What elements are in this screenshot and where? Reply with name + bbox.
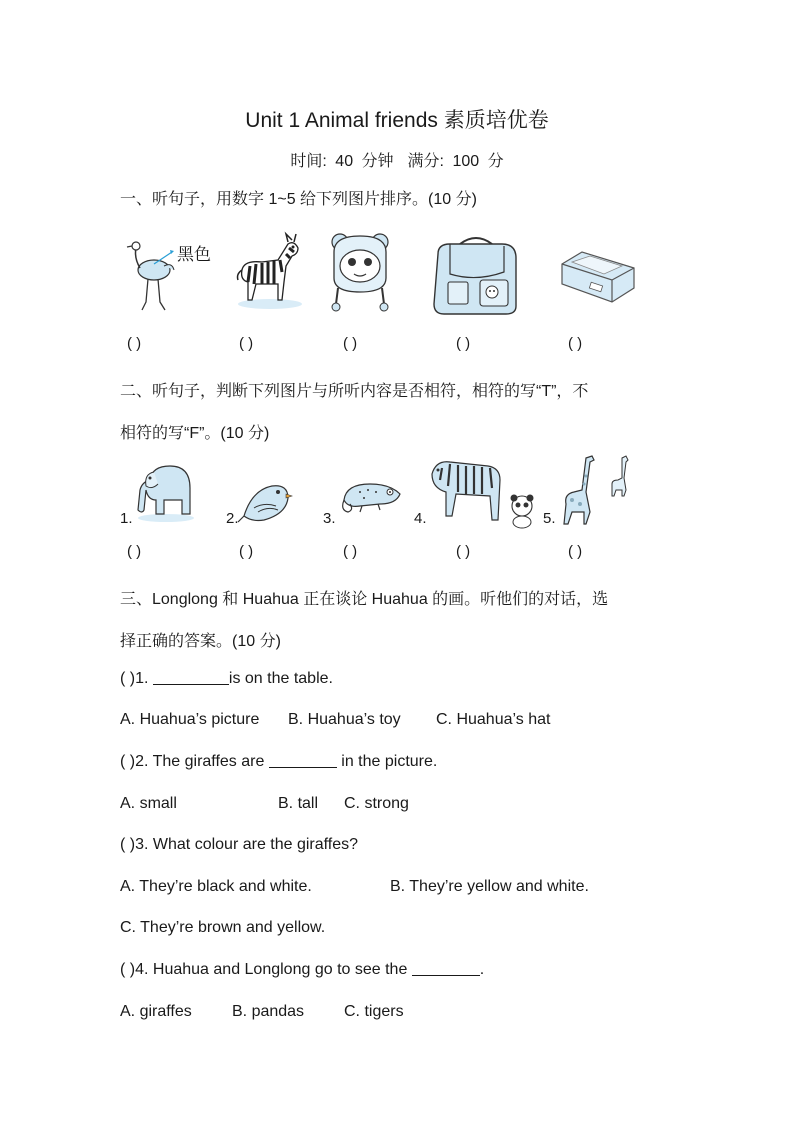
- answer-paren-4[interactable]: ( ): [120, 961, 136, 978]
- judge-blank-4[interactable]: ( ): [456, 543, 471, 560]
- bird-icon: [238, 476, 294, 526]
- q3-option-c[interactable]: C. They’re brown and yellow.: [120, 919, 326, 936]
- question-1: ( )1. is on the table.: [120, 670, 333, 687]
- q4-option-a[interactable]: A. giraffes: [120, 1003, 192, 1020]
- fill-blank-4[interactable]: [412, 961, 480, 976]
- section3-heading-line1: 三、Longlong 和 Huahua 正在谈论 Huahua 的画。听他们的对话，选: [120, 591, 609, 608]
- page-title: Unit 1 Animal friends 素质培优卷: [245, 109, 549, 132]
- question-4-options: [120, 1003, 404, 1021]
- answer-paren-1[interactable]: ( ): [120, 670, 136, 687]
- section2-heading-line2: 相符的写“F”。(10 分): [120, 425, 270, 442]
- answer-paren-2[interactable]: ( ): [120, 753, 136, 770]
- ostrich-icon: [124, 236, 184, 318]
- schoolbag-icon: [430, 234, 522, 316]
- q3-option-a[interactable]: A. They’re black and white.: [120, 878, 312, 895]
- answer-paren-3[interactable]: ( ): [120, 836, 136, 853]
- elephant-icon: [134, 460, 196, 524]
- toy-hat-icon: [328, 232, 392, 314]
- section3-heading-line2: 择正确的答案。(10 分): [120, 633, 281, 650]
- q1-option-c[interactable]: C. Huahua’s hat: [436, 711, 551, 728]
- item-number-5: 5.: [543, 510, 556, 527]
- q1-option-b[interactable]: B. Huahua’s toy: [288, 711, 401, 728]
- answer-blank-1[interactable]: ( ): [127, 335, 142, 352]
- question-3: ( )3. What colour are the giraffes?: [120, 836, 359, 853]
- q4-option-c[interactable]: C. tigers: [344, 1003, 404, 1020]
- q2-option-c[interactable]: C. strong: [344, 795, 409, 812]
- item-number-2: 2.: [226, 510, 239, 527]
- question-2: ( )2. The giraffes are in the picture.: [120, 753, 438, 770]
- fill-blank-1[interactable]: [153, 670, 229, 685]
- section1-heading: 一、听句子，用数字 1~5 给下列图片排序。(10 分): [120, 191, 477, 208]
- judge-blank-2[interactable]: ( ): [239, 543, 254, 560]
- zebra-icon: [232, 230, 304, 310]
- question-4: ( )4. Huahua and Longlong go to see the .: [120, 961, 485, 978]
- question-2-options: [120, 795, 409, 813]
- judge-blank-3[interactable]: ( ): [343, 543, 358, 560]
- q3-option-b[interactable]: B. They’re yellow and white.: [390, 878, 589, 895]
- q4-option-b[interactable]: B. pandas: [232, 1003, 305, 1020]
- q2-option-a[interactable]: A. small: [120, 795, 177, 812]
- item-number-1: 1.: [120, 510, 133, 527]
- time-limit: 时间: 40 分钟: [290, 153, 394, 170]
- item-number-4: 4.: [414, 510, 427, 527]
- exam-meta: [0, 148, 794, 171]
- tiger-and-panda-icon: [428, 456, 538, 528]
- question-3-options-row1: [120, 878, 589, 896]
- q1-option-a[interactable]: A. Huahua’s picture: [120, 711, 260, 728]
- item-number-3: 3.: [323, 510, 336, 527]
- pencil-box-icon: [560, 248, 636, 304]
- judge-blank-1[interactable]: ( ): [127, 543, 142, 560]
- chameleon-icon: [340, 476, 404, 516]
- fill-blank-2[interactable]: [269, 753, 337, 768]
- answer-blank-5[interactable]: ( ): [568, 335, 583, 352]
- judge-blank-5[interactable]: ( ): [568, 543, 583, 560]
- section2-heading-line1: 二、听句子，判断下列图片与所听内容是否相符，相符的写“T”，不: [120, 383, 589, 400]
- answer-blank-4[interactable]: ( ): [456, 335, 471, 352]
- answer-blank-3[interactable]: ( ): [343, 335, 358, 352]
- q2-option-b[interactable]: B. tall: [278, 795, 319, 812]
- answer-blank-2[interactable]: ( ): [239, 335, 254, 352]
- ostrich-color-label: 黑色: [177, 245, 211, 264]
- full-score: 满分: 100 分: [407, 153, 504, 170]
- question-1-options: [120, 711, 550, 729]
- giraffes-icon: [556, 452, 648, 528]
